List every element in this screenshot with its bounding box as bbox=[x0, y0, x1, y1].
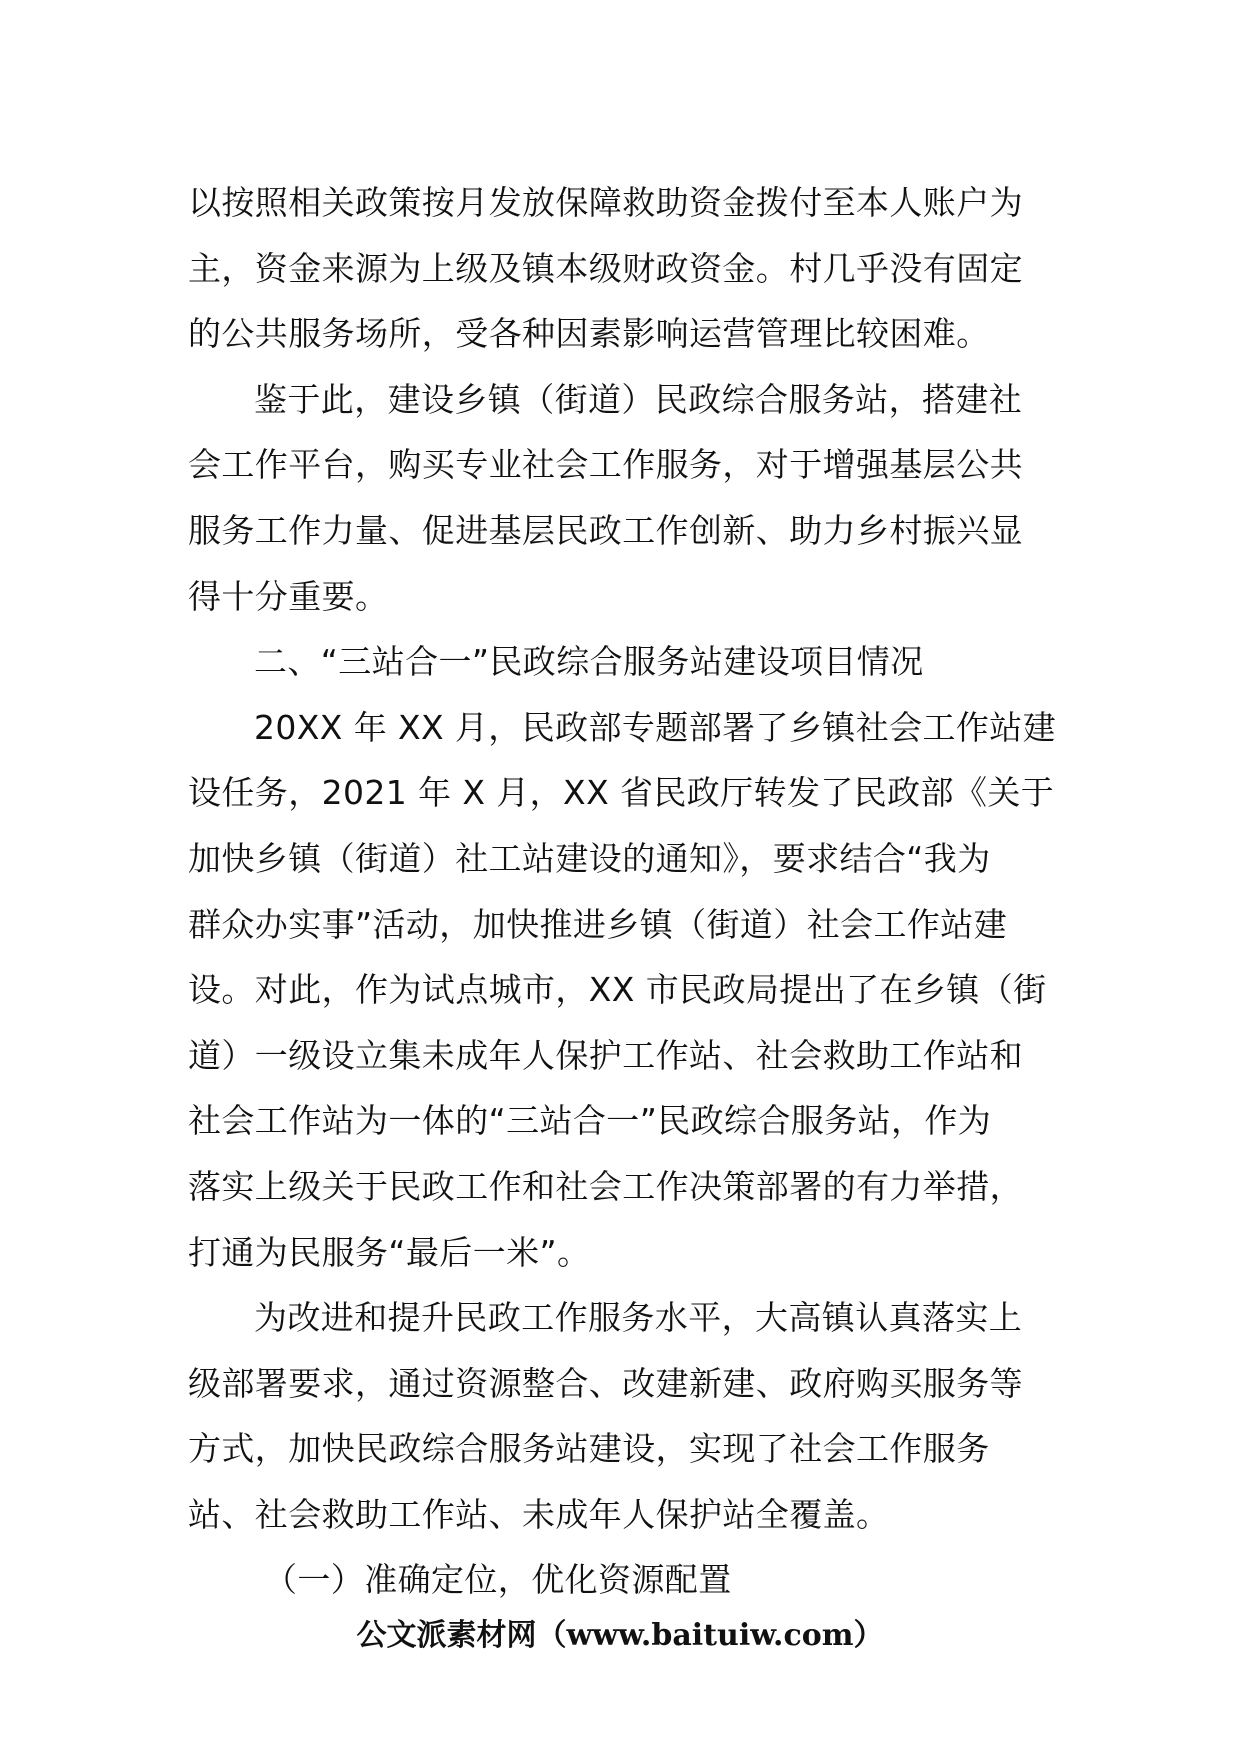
text-line: 群众办实事”活动，加快推进乡镇（街道）社会工作站建 bbox=[188, 904, 1008, 944]
document-body bbox=[188, 170, 1058, 1613]
text-line: 站、社会救助工作站、未成年人保护站全覆盖。 bbox=[188, 1494, 890, 1534]
text-line: 设任务，2021 年 X 月，XX 省民政厅转发了民政部《关于 bbox=[188, 773, 1055, 813]
text-line: 社会工作站为一体的“三站合一”民政综合服务站，作为 bbox=[188, 1101, 992, 1141]
paragraph-start-line: 为改进和提升民政工作服务水平，大高镇认真落实上 bbox=[254, 1298, 1023, 1338]
text-line: 方式，加快民政综合服务站建设，实现了社会工作服务 bbox=[188, 1429, 990, 1469]
paragraph-start-line: 鉴于此，建设乡镇（街道）民政综合服务站，搭建社 bbox=[254, 379, 1023, 419]
footer-watermark: 公文派素材网（www.baituiw.com） bbox=[356, 1618, 884, 1653]
text-line: 会工作平台，购买专业社会工作服务，对于增强基层公共 bbox=[188, 445, 1023, 485]
text-line: 的公共服务场所，受各种因素影响运营管理比较困难。 bbox=[188, 314, 990, 354]
text-line: 主，资金来源为上级及镇本级财政资金。村几乎没有固定 bbox=[188, 248, 1023, 288]
text-line: 打通为民服务“最后一米”。 bbox=[188, 1232, 591, 1272]
text-line: 得十分重要。 bbox=[188, 576, 389, 616]
text-line: 级部署要求，通过资源整合、改建新建、政府购买服务等 bbox=[188, 1363, 1023, 1403]
text-line: 以按照相关政策按月发放保障救助资金拨付至本人账户为 bbox=[188, 183, 1023, 222]
section-heading: 二、“三站合一”民政综合服务站建设项目情况 bbox=[254, 642, 924, 682]
text-line: 服务工作力量、促进基层民政工作创新、助力乡村振兴显 bbox=[188, 510, 1023, 550]
text-line: 加快乡镇（街道）社工站建设的通知》，要求结合“我为 bbox=[188, 838, 991, 878]
subsection-heading: （一）准确定位，优化资源配置 bbox=[264, 1560, 732, 1600]
text-line: 设。对此，作为试点城市，XX 市民政局提出了在乡镇（街 bbox=[188, 970, 1047, 1010]
text-line: 道）一级设立集未成年人保护工作站、社会救助工作站和 bbox=[188, 1035, 1023, 1075]
text-line: 落实上级关于民政工作和社会工作决策部署的有力举措， bbox=[188, 1166, 1023, 1206]
paragraph-start-line: 20XX 年 XX 月，民政部专题部署了乡镇社会工作站建 bbox=[254, 707, 1057, 747]
